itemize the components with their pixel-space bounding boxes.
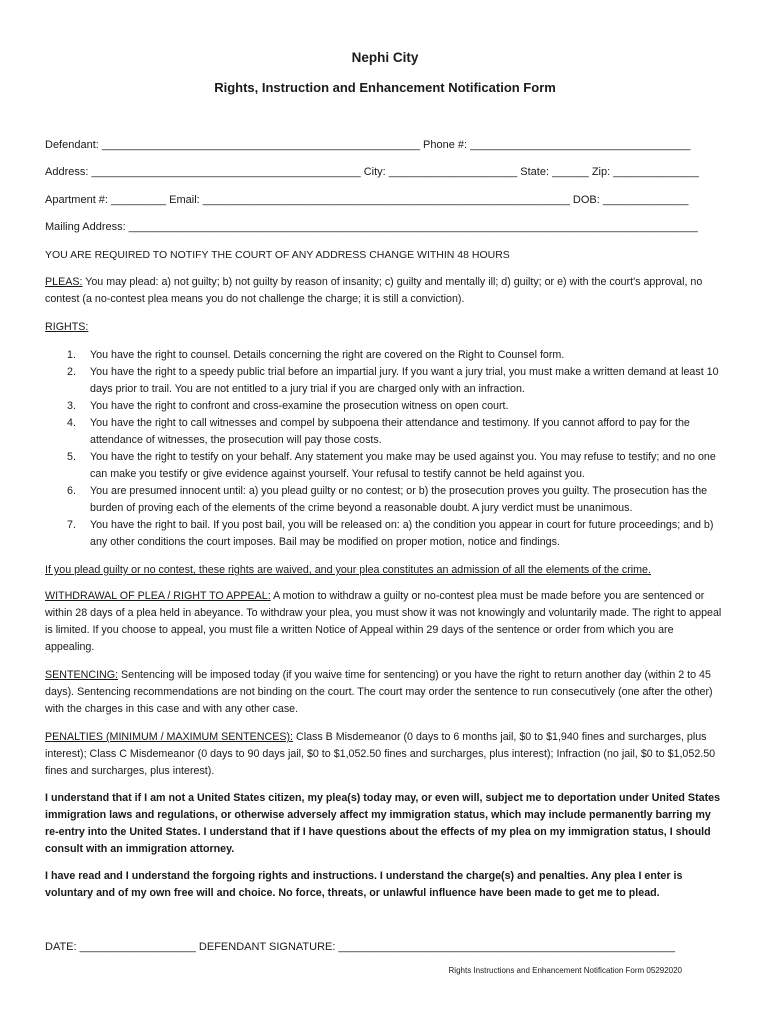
address-city-state-zip-line[interactable]: Address: ____________________________________________ City: _____________________ State: ______ Zip: ______________ [45,166,699,178]
withdrawal-text: A motion to withdraw a guilty or no-contest plea must be made before you are sentenced or within 28 days of a plea held in abeyance. To withdraw your plea, you must show it was not knowingly and voluntarily made. The right to appeal is limited. If you choose to appeal, you must file a written Notice of Appeal within 29 days of the sentence or order from which you are appealing. [45,590,722,653]
sentencing-text: Sentencing will be imposed today (if you waive time for sentencing) or you have the right to return another day (within 2 to 45 days). Sentencing recommendations are not binding on the court. The court may order the sentence to run consecutively (one after the other) with the charges in this case and with any other case. [45,669,713,715]
mailing-address-line[interactable]: Mailing Address: _____________________________________________________________________________________________ [45,221,698,233]
penalties-text: Class B Misdemeanor (0 days to 6 months jail, $0 to $1,940 fines and surcharges, plus interest); Class C Misdemeanor (0 days to 90 days jail, $0 to $1,052.50 fines and surcharges, plus interest); Infraction (no jail, $0 to $1,052.50 fines and surcharges, plus interest). [45,731,716,777]
list-item: 1. You have the right to counsel. Details concerning the right are covered on the Right to Counsel form. [67,349,565,361]
list-item: 3. You have the right to confront and cross-examine the prosecution witness on open court. [67,400,509,412]
waiver-statement: If you plead guilty or no contest, these rights are waived, and your plea constitutes an admission of all the elements of the crime. [45,564,651,576]
list-item: 6. You are presumed innocent until: a) you plead guilty or no contest; or b) the prosecution proves you guilty. The prosecution has the burden of proving each of the elements of the crime beyond a reasonable doubt. A jury verdict must be unanimous. [67,485,708,514]
apartment-email-dob-line[interactable]: Apartment #: _________ Email: ____________________________________________________________ DOB: ______________ [45,194,689,206]
rights-heading: RIGHTS: [45,321,89,333]
pleas-text: You may plead: a) not guilty; b) not guilty by reason of insanity; c) guilty and mentally ill; d) guilty; or e) with the court's approval, no contest (a no-contest plea means you do not challenge the charge; it is still a conviction). [45,276,703,305]
date-signature-line[interactable]: DATE: ___________________ DEFENDANT SIGNATURE: _______________________________________________________ [45,941,675,953]
immigration-statement: I understand that if I am not a United States citizen, my plea(s) today may, or even will, subject me to deportation under United States immigration laws and regulations, or otherwise adversely affect my immigration status, which may include permanently barring my re-entry into the United States. I understand that if I have questions about the effects of my plea on my immigration status, I should consult with an immigration attorney. [45,792,721,855]
penalties-label: PENALTIES (MINIMUM / MAXIMUM SENTENCES): [45,731,294,743]
withdrawal-label: WITHDRAWAL OF PLEA / RIGHT TO APPEAL: [45,590,271,602]
voluntary-statement: I have read and I understand the forgoing rights and instructions. I understand the charge(s) and penalties. Any plea I enter is voluntary and of my own free will and choice. No force, threats, or unlawful influence have been made to get me to plead. [45,870,683,899]
list-item: 4. You have the right to call witnesses and compel by subpoena their attendance and testimony. If you cannot afford to pay for the attendance of witnesses, the prosecution will pay those costs. [67,417,690,446]
form-subtitle: Rights, Instruction and Enhancement Notification Form [214,80,556,95]
form-footer: Rights Instructions and Enhancement Notification Form 05292020 [448,966,682,975]
defendant-phone-field-line[interactable]: Defendant: ____________________________________________________ Phone #: ____________________________________ [45,139,691,151]
sentencing-label: SENTENCING: [45,669,119,681]
list-item: 2. You have the right to a speedy public trial before an impartial jury. If you want a jury trial, you must make a written demand at least 10 days prior to trail. You are not entitled to a jury trial if you are charged only with an infraction. [67,366,719,395]
sentencing-paragraph [45,667,725,718]
penalties-paragraph [45,729,725,780]
page-title: Nephi City [351,50,419,65]
list-item: 7. You have the right to bail. If you post bail, you will be released on: a) the condition you appear in court for future proceedings; and b) any other conditions the court imposes. Bail may be modified on proper motion, notice and findings. [67,519,714,548]
pleas-label: PLEAS: [45,276,83,288]
list-item: 5. You have the right to testify on your behalf. Any statement you make may be used against you. You may refuse to testify; and no one can make you testify or give evidence against yourself. Your refusal to testify cannot be held against you. [67,451,716,480]
rights-list [45,347,725,551]
withdrawal-paragraph [45,588,725,656]
pleas-paragraph [45,274,725,308]
address-change-notice: YOU ARE REQUIRED TO NOTIFY THE COURT OF ANY ADDRESS CHANGE WITHIN 48 HOURS [45,249,510,261]
